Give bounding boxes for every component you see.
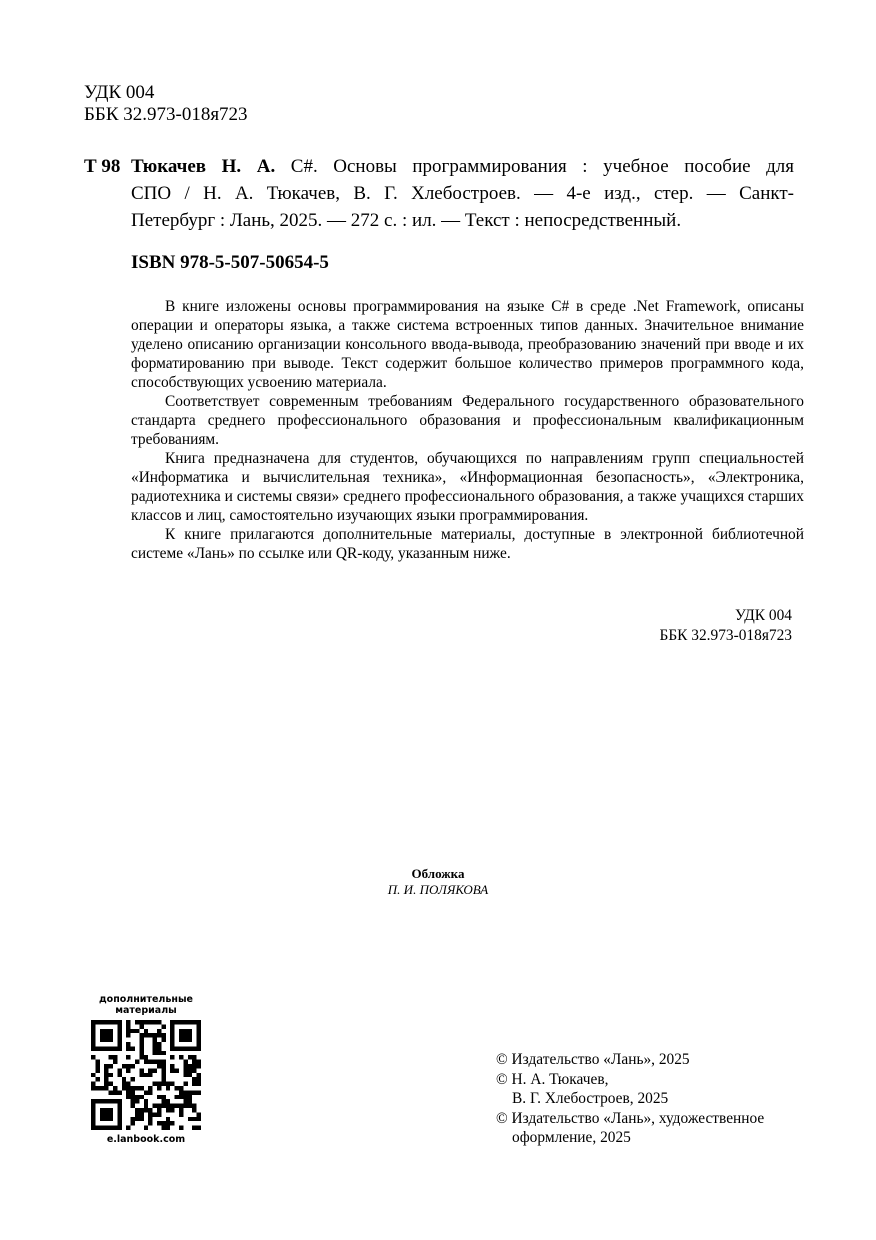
authors: Тюкачев Н. А.	[131, 156, 276, 177]
udk-code: УДК 004	[84, 82, 155, 103]
annotation-paragraph: К книге прилагаются дополнительные материалы, доступные в электронной библиотечной системе «Лань» по ссылке или QR-коду, указанным ниже.	[131, 526, 804, 562]
cover-credit	[0, 866, 876, 898]
copyright-block	[496, 1050, 764, 1148]
annotation-paragraph: Соответствует современным требованиям Федерального государственного образовательного стандарта среднего профессионального образования и профессиональным квалификационным требованиям.	[131, 393, 804, 448]
copyright-line: В. Г. Хлебостроев, 2025	[512, 1090, 669, 1107]
annotation-paragraph: В книге изложены основы программирования на языке C# в среде .Net Framework, описаны операции и операторы языка, а также система встроенных типов данных. Значительное внимание уделено описанию организации консольного ввода-вывода, преобразованию значений при вводе и их форматированию при выводе. Текст содержит большое количество примеров программного кода, способствующих усвоению материала.	[131, 298, 804, 391]
copyright-line: © Издательство «Лань», 2025	[496, 1051, 690, 1068]
qr-caption: дополнительные материалы	[99, 994, 193, 1016]
title-line-1: C#. Основы программирования : учебное пособие для	[275, 156, 794, 177]
title-line-2: СПО / Н. А. Тюкачев, В. Г. Хлебостроев. — 4-е изд., стер. — Санкт-	[131, 183, 794, 204]
bibliographic-description	[131, 153, 794, 234]
udk-code-footer: УДК 004	[734, 607, 792, 624]
annotation	[131, 297, 804, 563]
classification-header	[84, 82, 248, 126]
annotation-paragraph: Книга предназначена для студентов, обучающихся по направлениям групп специальностей «Информатика и вычислительная техника», «Информационная безопасность», «Электроника, радиотехника и системы связи» среднего профессионального образования, а также учащихся старших классов и лиц, самостоятельно изучающих языки программирования.	[131, 450, 804, 524]
bbk-code-footer: ББК 32.973-018я723	[659, 626, 792, 644]
qr-code-icon[interactable]	[91, 1020, 201, 1130]
copyright-line: © Н. А. Тюкачев,	[496, 1070, 609, 1088]
bibliographic-entry	[84, 153, 794, 234]
qr-url: e.lanbook.com	[106, 1134, 186, 1145]
bbk-code: ББК 32.973-018я723	[84, 104, 248, 125]
cover-designer: П. И. ПОЛЯКОВА	[387, 882, 489, 897]
copyright-line: © Издательство «Лань», художественное	[496, 1109, 765, 1127]
cover-label: Обложка	[411, 866, 465, 881]
copyright-line: оформление, 2025	[512, 1129, 631, 1146]
author-mark: Т 98	[84, 156, 121, 177]
title-line-3: Петербург : Лань, 2025. — 272 с. : ил. — Текст : непосредственный.	[131, 210, 682, 231]
qr-block	[84, 994, 208, 1145]
isbn: ISBN 978-5-507-50654-5	[131, 252, 329, 273]
classification-footer	[660, 606, 793, 645]
